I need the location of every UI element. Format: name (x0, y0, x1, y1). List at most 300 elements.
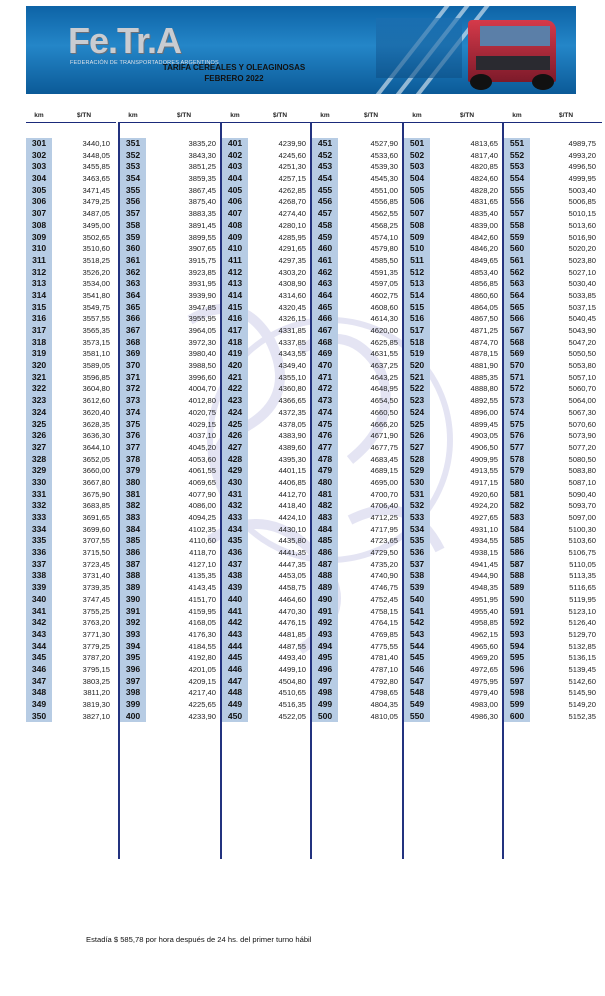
rate-header: $/TN (430, 110, 504, 123)
km-cell: 370 (120, 360, 146, 372)
rate-cell: 5145,90 (568, 688, 596, 698)
rate-cell: 4110,60 (189, 536, 216, 546)
rate-cell: 4574,10 (370, 232, 398, 242)
rate-cell: 4441,35 (278, 548, 306, 558)
km-cell: 431 (222, 489, 248, 501)
km-cell: 365 (120, 302, 146, 314)
rate-cell: 4813,65 (470, 139, 498, 148)
km-cell: 448 (222, 687, 248, 699)
rate-cell: 4717,95 (370, 524, 398, 534)
km-cell: 347 (26, 676, 52, 688)
km-cell: 440 (222, 594, 248, 606)
rate-cell: 4378,05 (278, 419, 306, 429)
column-separator (220, 122, 222, 859)
km-cell: 513 (404, 278, 430, 290)
km-cell: 315 (26, 302, 52, 314)
rate-cell: 5023,80 (568, 255, 596, 265)
km-cell: 385 (120, 535, 146, 547)
rate-cell: 5113,35 (569, 571, 596, 581)
km-cell: 519 (404, 348, 430, 360)
km-cell: 447 (222, 676, 248, 688)
km-cell: 387 (120, 559, 146, 571)
km-cell: 511 (404, 255, 430, 267)
km-cell: 598 (504, 687, 530, 699)
rate-cell: 4291,65 (278, 244, 306, 254)
rate-cell: 3549,75 (82, 302, 110, 312)
rate-cell: 4061,55 (188, 466, 216, 476)
km-cell: 350 (26, 711, 52, 723)
rate-cell: 4020,75 (188, 407, 216, 417)
km-cell: 504 (404, 173, 430, 185)
rate-cell: 4493,40 (278, 653, 306, 663)
rate-cell: 3763,20 (82, 618, 110, 628)
km-cell: 524 (404, 407, 430, 419)
km-cell: 449 (222, 699, 248, 711)
km-cell: 594 (504, 641, 530, 653)
rate-cell: 4476,15 (278, 618, 306, 628)
km-cell: 548 (404, 687, 430, 699)
rate-cell: 4366,65 (278, 396, 306, 406)
km-cell: 349 (26, 699, 52, 711)
rate-cell: 5126,40 (568, 618, 596, 628)
rate-cell: 4499,10 (278, 664, 306, 674)
rate-cell: 4828,20 (470, 185, 498, 195)
km-cell: 388 (120, 570, 146, 582)
rate-column (338, 110, 404, 722)
km-cell: 507 (404, 208, 430, 220)
km-cell: 460 (312, 243, 338, 255)
km-cell: 386 (120, 547, 146, 559)
km-cell: 483 (312, 512, 338, 524)
rate-cell: 4712,25 (370, 513, 398, 522)
km-cell: 544 (404, 641, 430, 653)
km-cell: 547 (404, 676, 430, 688)
rate-cell: 3440,10 (82, 139, 110, 148)
rate-cell: 5139,45 (568, 664, 596, 674)
km-cell: 577 (504, 442, 530, 454)
logo-subtitle: FEDERACIÓN DE TRANSPORTADORES ARGENTINOS (70, 60, 219, 66)
km-cell: 462 (312, 267, 338, 279)
km-cell: 529 (404, 465, 430, 477)
rate-cell: 3867,45 (188, 185, 216, 195)
km-cell: 306 (26, 196, 52, 208)
rate-cell: 5090,40 (568, 489, 596, 499)
rate-cell: 3795,15 (82, 664, 110, 674)
km-cell: 579 (504, 465, 530, 477)
rate-cell: 4654,50 (370, 396, 398, 406)
rate-cell: 4792,80 (370, 676, 398, 686)
km-cell: 380 (120, 477, 146, 489)
km-cell: 414 (222, 290, 248, 302)
km-cell: 314 (26, 290, 52, 302)
km-header: km (26, 110, 52, 123)
trailer-image (376, 18, 462, 78)
truck-wheel (532, 74, 554, 90)
km-column (26, 110, 52, 722)
rate-cell: 4159,95 (188, 606, 216, 616)
km-cell: 589 (504, 582, 530, 594)
km-cell: 325 (26, 419, 52, 431)
rate-cell: 3573,15 (82, 337, 110, 347)
rate-cell: 5097,00 (568, 513, 596, 522)
rate-cell: 3471,45 (82, 185, 110, 195)
rate-cell: 4979,40 (470, 688, 498, 698)
rate-cell: 5037,15 (568, 302, 596, 312)
rate-cell: 3448,05 (82, 150, 110, 160)
rate-cell: 4849,65 (470, 255, 498, 265)
rate-cell: 4143,45 (188, 583, 216, 593)
km-cell: 560 (504, 243, 530, 255)
rate-cell: 4201,05 (188, 664, 216, 674)
rate-cell: 4934,55 (470, 536, 498, 546)
rate-cell: 3891,45 (188, 220, 216, 230)
rate-cell: 4102,35 (188, 524, 216, 534)
rate-cell: 4280,10 (278, 220, 306, 230)
rate-cell: 4504,80 (278, 676, 306, 686)
km-cell: 346 (26, 664, 52, 676)
km-cell: 411 (222, 255, 248, 267)
rate-cell: 4846,20 (470, 244, 498, 254)
rate-cell: 4885,35 (470, 372, 498, 382)
km-cell: 495 (312, 652, 338, 664)
km-cell: 582 (504, 500, 530, 512)
rate-cell: 5060,70 (568, 384, 596, 394)
km-cell: 551 (504, 138, 530, 150)
rate-cell: 5132,85 (568, 641, 596, 651)
rate-cell: 4764,15 (370, 618, 398, 628)
km-cell: 588 (504, 570, 530, 582)
rate-cell: 5073,90 (568, 431, 596, 441)
rate-cell: 4729,50 (370, 548, 398, 558)
rate-cell: 4151,70 (188, 594, 216, 604)
km-cell: 464 (312, 290, 338, 302)
rate-cell: 3660,00 (82, 466, 110, 476)
rate-cell: 4695,00 (370, 477, 398, 487)
rate-cell: 3589,05 (82, 361, 110, 371)
rate-cell: 4591,35 (370, 267, 398, 277)
rate-column (146, 110, 222, 722)
rate-cell: 4938,15 (470, 548, 498, 558)
rate-cell: 3620,40 (82, 407, 110, 417)
km-cell: 585 (504, 535, 530, 547)
rate-cell: 4447,35 (278, 559, 306, 569)
rate-cell: 3510,60 (82, 244, 110, 254)
km-cell: 540 (404, 594, 430, 606)
km-cell: 367 (120, 325, 146, 337)
rate-cell: 4597,05 (370, 279, 398, 289)
km-cell: 488 (312, 570, 338, 582)
km-cell: 436 (222, 547, 248, 559)
km-cell: 341 (26, 606, 52, 618)
km-cell: 506 (404, 196, 430, 208)
rate-cell: 4927,65 (470, 513, 498, 522)
km-cell: 492 (312, 617, 338, 629)
rate-cell: 3739,35 (82, 583, 110, 593)
km-cell: 482 (312, 500, 338, 512)
rate-header: $/TN (530, 110, 602, 123)
rate-cell: 4435,80 (278, 536, 306, 546)
rate-cell: 4948,35 (470, 583, 498, 593)
rate-cell: 3843,30 (188, 150, 216, 160)
rate-cell: 4551,00 (370, 185, 398, 195)
rate-cell: 5093,70 (568, 501, 596, 511)
rate-cell: 4831,65 (470, 197, 498, 207)
rate-cell: 3731,40 (82, 571, 110, 581)
km-cell: 373 (120, 395, 146, 407)
rate-cell: 5136,15 (568, 653, 596, 663)
km-cell: 596 (504, 664, 530, 676)
rate-cell: 3683,85 (82, 501, 110, 511)
km-cell: 515 (404, 302, 430, 314)
km-cell: 356 (120, 196, 146, 208)
km-cell: 308 (26, 220, 52, 232)
km-cell: 496 (312, 664, 338, 676)
km-cell: 539 (404, 582, 430, 594)
rate-cell: 4239,90 (278, 139, 306, 148)
rate-cell: 4608,60 (370, 302, 398, 312)
rate-cell: 4303,20 (278, 267, 306, 277)
rate-cell: 4817,40 (470, 150, 498, 160)
km-cell: 568 (504, 337, 530, 349)
rate-cell: 4631,55 (370, 349, 398, 359)
rate-cell: 4337,85 (278, 337, 306, 347)
rate-cell: 3463,65 (82, 174, 110, 184)
rate-cell: 4740,90 (370, 571, 398, 581)
km-cell: 590 (504, 594, 530, 606)
truck-image (458, 16, 574, 90)
km-cell: 371 (120, 372, 146, 384)
km-cell: 429 (222, 465, 248, 477)
rate-cell: 3715,50 (82, 548, 110, 558)
rate-cell: 5100,30 (568, 524, 596, 534)
km-cell: 550 (404, 711, 430, 723)
column-separator (118, 122, 120, 859)
km-cell: 555 (504, 185, 530, 197)
km-cell: 597 (504, 676, 530, 688)
rate-cell: 4853,40 (470, 267, 498, 277)
km-cell: 514 (404, 290, 430, 302)
rate-cell: 4127,10 (188, 559, 216, 569)
km-cell: 368 (120, 337, 146, 349)
km-cell: 534 (404, 524, 430, 536)
km-cell: 323 (26, 395, 52, 407)
km-cell: 499 (312, 699, 338, 711)
rate-cell: 3596,85 (82, 372, 110, 382)
km-cell: 320 (26, 360, 52, 372)
rate-cell: 4349,40 (278, 361, 306, 371)
km-cell: 434 (222, 524, 248, 536)
km-cell: 553 (504, 161, 530, 173)
km-cell: 395 (120, 652, 146, 664)
km-cell: 352 (120, 150, 146, 162)
km-cell: 336 (26, 547, 52, 559)
km-cell: 486 (312, 547, 338, 559)
rate-cell: 4086,00 (188, 501, 216, 511)
rate-cell: 3747,45 (82, 594, 110, 604)
rate-cell: 5043,90 (568, 326, 596, 335)
km-cell: 442 (222, 617, 248, 629)
km-cell: 338 (26, 570, 52, 582)
rate-cell: 3755,25 (82, 606, 110, 616)
rate-cell: 4913,55 (470, 466, 498, 476)
rate-cell: 4389,60 (278, 442, 306, 452)
km-cell: 592 (504, 617, 530, 629)
rate-cell: 4233,90 (188, 711, 216, 721)
rate-cell: 4424,10 (278, 513, 306, 522)
rate-header: $/TN (146, 110, 222, 123)
rate-cell: 4406,85 (278, 477, 306, 487)
rate-cell: 4689,15 (370, 466, 398, 476)
km-cell: 580 (504, 477, 530, 489)
km-cell: 479 (312, 465, 338, 477)
rate-cell: 4069,65 (188, 477, 216, 487)
rate-cell: 4245,60 (278, 150, 306, 160)
rate-cell: 4637,25 (370, 361, 398, 371)
km-cell: 382 (120, 500, 146, 512)
km-cell: 477 (312, 442, 338, 454)
km-cell: 393 (120, 629, 146, 641)
km-cell: 333 (26, 512, 52, 524)
rate-cell: 4395,30 (278, 454, 306, 464)
km-cell: 337 (26, 559, 52, 571)
rate-cell: 4989,75 (568, 139, 596, 148)
km-cell: 461 (312, 255, 338, 267)
km-cell: 521 (404, 372, 430, 384)
rate-cell: 4257,15 (278, 174, 306, 184)
rate-cell: 4562,55 (370, 209, 398, 219)
rate-cell: 3771,30 (82, 629, 110, 639)
km-cell: 533 (404, 512, 430, 524)
km-cell: 302 (26, 150, 52, 162)
km-cell: 518 (404, 337, 430, 349)
km-cell: 473 (312, 395, 338, 407)
km-cell: 355 (120, 185, 146, 197)
rate-cell: 4781,40 (370, 653, 398, 663)
rate-cell: 5070,60 (568, 419, 596, 429)
km-cell: 311 (26, 255, 52, 267)
km-cell: 578 (504, 454, 530, 466)
rate-cell: 4556,85 (370, 197, 398, 207)
km-cell: 500 (312, 711, 338, 723)
rate-cell: 4824,60 (470, 174, 498, 184)
km-cell: 489 (312, 582, 338, 594)
km-cell: 339 (26, 582, 52, 594)
rate-cell: 4522,05 (278, 711, 306, 721)
rate-cell: 5152,35 (568, 711, 596, 721)
km-cell: 516 (404, 313, 430, 325)
km-cell: 556 (504, 196, 530, 208)
km-cell: 377 (120, 442, 146, 454)
column-separator (502, 122, 504, 859)
rate-cell: 4372,35 (278, 407, 306, 417)
rate-cell: 4481,85 (278, 629, 306, 639)
rate-cell: 4487,55 (278, 641, 306, 651)
rate-cell: 3811,20 (83, 688, 110, 698)
km-cell: 351 (120, 138, 146, 150)
fetra-logo: Fe.Tr.A (68, 20, 182, 61)
km-cell: 474 (312, 407, 338, 419)
rate-cell: 4470,30 (278, 606, 306, 616)
rate-cell: 4516,35 (278, 700, 306, 709)
km-cell: 358 (120, 220, 146, 232)
rate-cell: 5040,45 (568, 314, 596, 324)
rate-cell: 4993,20 (568, 150, 596, 160)
km-cell: 480 (312, 477, 338, 489)
km-cell: 600 (504, 711, 530, 723)
rate-cell: 4986,30 (470, 711, 498, 721)
rate-cell: 3526,20 (82, 267, 110, 277)
km-cell: 558 (504, 220, 530, 232)
km-cell: 307 (26, 208, 52, 220)
rate-cell: 4881,90 (470, 361, 498, 371)
rate-cell: 3628,35 (82, 419, 110, 429)
km-cell: 353 (120, 161, 146, 173)
rate-cell: 3883,35 (188, 209, 216, 219)
km-cell: 564 (504, 290, 530, 302)
km-cell: 345 (26, 652, 52, 664)
km-cell: 334 (26, 524, 52, 536)
km-cell: 554 (504, 173, 530, 185)
rate-cell: 4931,10 (470, 524, 498, 534)
rate-cell: 5110,05 (569, 559, 596, 569)
rate-cell: 4903,05 (470, 431, 498, 441)
rate-cell: 4539,30 (370, 162, 398, 172)
km-cell: 468 (312, 337, 338, 349)
km-cell: 397 (120, 676, 146, 688)
rate-cell: 4209,15 (188, 676, 216, 686)
km-cell: 494 (312, 641, 338, 653)
km-cell: 304 (26, 173, 52, 185)
km-cell: 471 (312, 372, 338, 384)
rate-cell: 4510,65 (278, 688, 306, 698)
rate-header: $/TN (52, 110, 116, 123)
rate-cell: 4037,10 (188, 431, 216, 441)
rate-cell: 3479,25 (82, 197, 110, 207)
km-cell: 531 (404, 489, 430, 501)
rate-cell: 4972,65 (470, 664, 498, 674)
km-cell: 408 (222, 220, 248, 232)
km-cell: 532 (404, 500, 430, 512)
rate-cell: 3502,65 (82, 232, 110, 242)
rate-cell: 4545,30 (370, 174, 398, 184)
rate-cell: 5080,50 (568, 454, 596, 464)
km-cell: 469 (312, 348, 338, 360)
rate-cell: 3907,65 (188, 244, 216, 254)
rate-cell: 4962,15 (470, 629, 498, 639)
km-column (504, 110, 530, 722)
km-cell: 475 (312, 419, 338, 431)
km-header: km (120, 110, 146, 123)
rate-cell: 4677,75 (370, 442, 398, 452)
header-banner (26, 6, 576, 94)
km-cell: 441 (222, 606, 248, 618)
km-cell: 485 (312, 535, 338, 547)
km-cell: 552 (504, 150, 530, 162)
km-cell: 361 (120, 255, 146, 267)
km-cell: 439 (222, 582, 248, 594)
km-cell: 366 (120, 313, 146, 325)
km-cell: 316 (26, 313, 52, 325)
rate-cell: 4758,15 (370, 606, 398, 616)
rate-cell: 4864,05 (470, 302, 498, 312)
rate-header: $/TN (338, 110, 404, 123)
rate-cell: 4917,15 (470, 477, 498, 487)
km-cell: 501 (404, 138, 430, 150)
rate-cell: 4533,60 (370, 150, 398, 160)
rate-cell: 4769,85 (370, 629, 398, 639)
km-cell: 404 (222, 173, 248, 185)
km-cell: 451 (312, 138, 338, 150)
